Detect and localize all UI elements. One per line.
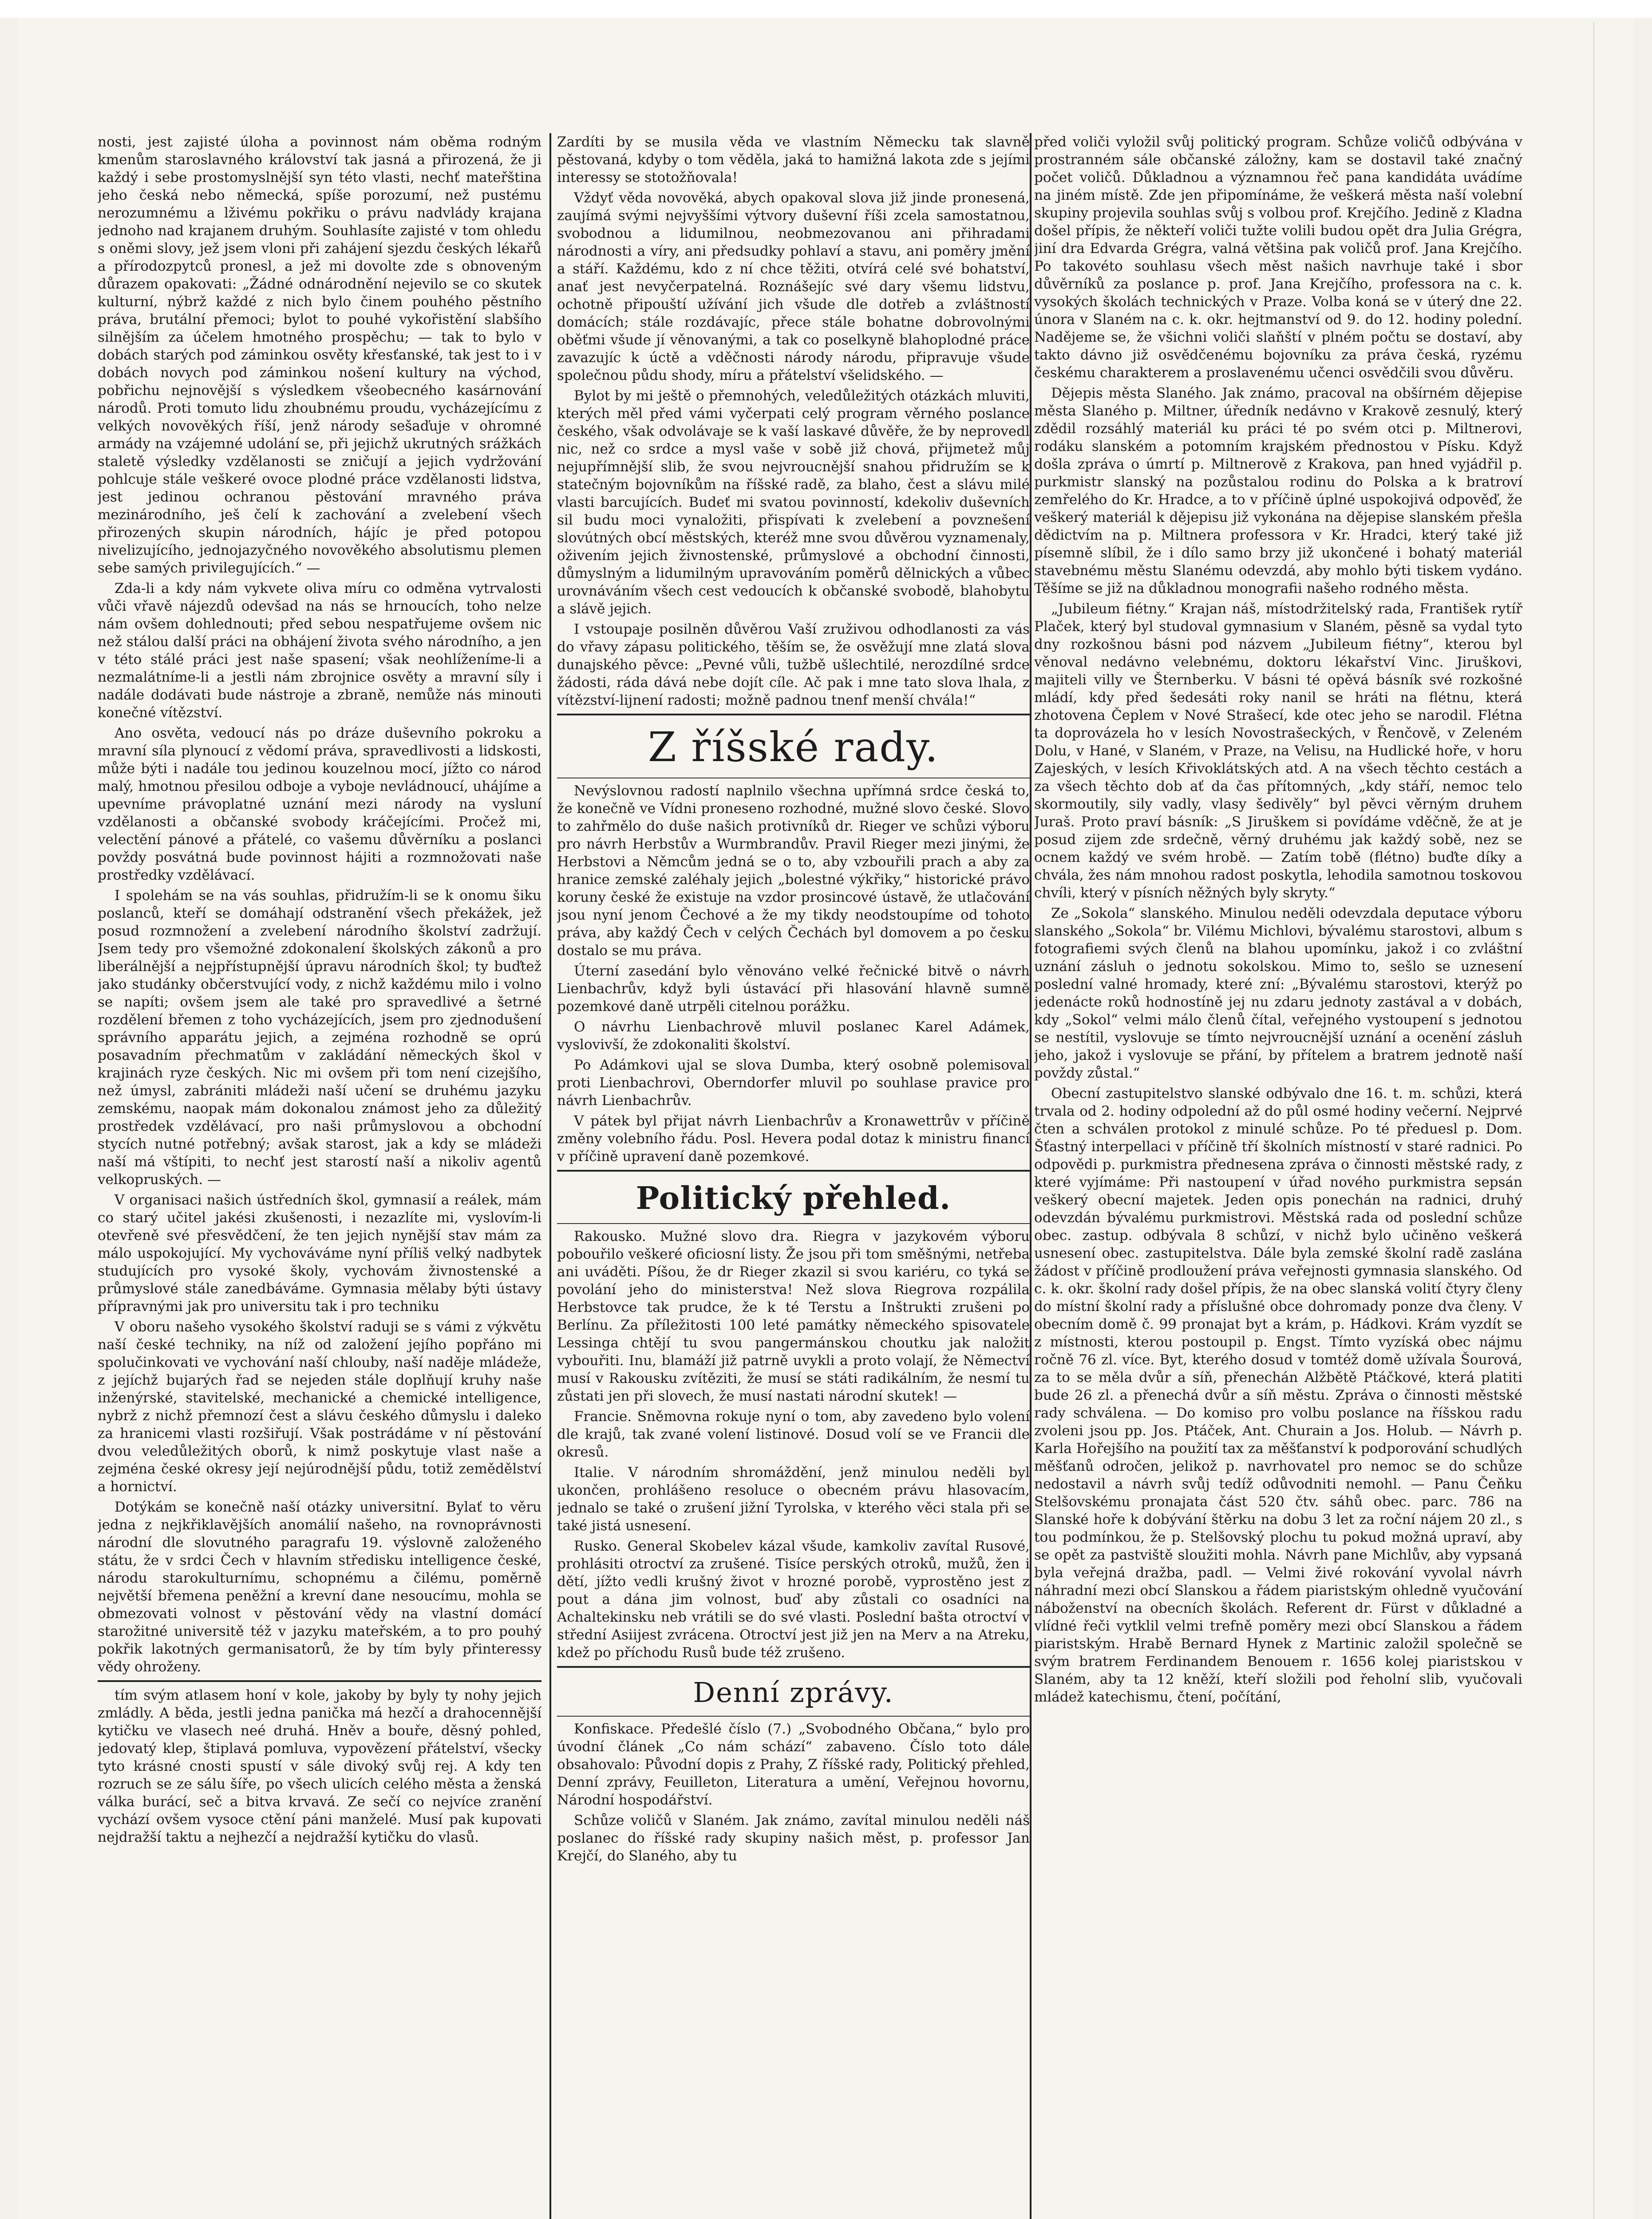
column-rule-right [1030, 133, 1032, 2219]
col1-paragraph: Zda-li a kdy nám vykvete oliva míru co odměna vytrvalosti vůči vřavě nájezdů odevšad na nás se hrnoucích, toho nelze nám ovšem dohlednouti; před sebou nespatřujeme ovšem nic než stálou další práci na obhájení života svého národního, a jen v této stálé práci jest naše spasení; však neohlíženíme-li a nezmalátníme-li a jestli nám zbrojnice osvěty a mravní síly i nadále dodávati bude nástroje a zbraně, nemůže nás minouti konečné vítězství. [98, 580, 541, 721]
feuilleton-divider [98, 1680, 541, 1682]
col2-paragraph: Zardíti by se musila věda ve vlastním Německu tak slavně pěstovaná, kdyby o tom věděla, jaká to hamižná lakota zde s jejími interessy se stotožňovala! [557, 134, 1030, 186]
col2-politicky-paragraph: Italie. V národním shromáždění, jenž minulou neděli byl ukončen, prohlášeno resoluce o obecném právu hlasovacím, jednalo se také o zrušení jižní Tyrolska, v kterého věci stala při se také jistá usnesení. [557, 1465, 1030, 1534]
section-divider [557, 714, 1030, 715]
col3-paragraph: Dějepis města Slaného. Jak známo, pracoval na obšírném dějepise města Slaného p. Miltner, úředník nedávno v Krakově zesnulý, který zdědil rozsáhlý materiál ku práci té po svém otci p. Miltnerovi, rodáku slanském a potomním krajském přednostou v Písku. Když došla zpráva o úmrtí p. Miltnerově z Krakova, pan hned vyjádřil p. purkmistr slanský na pozůstalou rodinu do Polska a k bratroví zemřelého do Kr. Hradce, a to v příčině úplné uspokojivá odpověď, že veškerý materiál k dějepisu již vykonána na dějepise slanském přešla dědictvím na p. Miltnera professora v Kr. Hradci, který také již písemně slíbil, že i dílo samo brzy již ukončené i bohatý materiál stavebnému městu Slanému odevzdá, aby mohlo býti tiskem vydáno. Těšíme se již na důkladnou monografii našeho rodného města. [1034, 385, 1522, 596]
col1-paragraph: V organisaci našich ústředních škol, gymnasií a reálek, mám co starý učitel jakési zkušenosti, i nezazlíte mi, vyslovím-li otevřeně své přesvědčení, že ten jejich nynější stav mám za málo uspokojující. My vychováváme nyní příliš velký nadbytek studujících pro vysoké školy, vychovám živnostenské a průmyslové stále zanedbáváme. Gymnasia mělaby býti ústavy přípravnými jak pro universitu tak i pro techniku [98, 1192, 541, 1315]
heading-denni-zpravy: Denní zprávy. [693, 1676, 894, 1709]
col2-politicky-paragraph: Rakousko. Mužné slovo dra. Riegra v jazykovém výboru pobouřilo veškeré oficiosní listy. Že jsou při tom směšnými, netřeba ani uváděti. Píšou, že dr Rieger zkazil si svou kariéru, co tyká se povolání jeho do ministerstva! Než slova Riegrova rozpálila Herbstovce tak prudce, že k té Terstu a Inštrukti zrušeni po Berlínu. Za příležitosti 100 leté památky německého spisovatele Lessinga chtějí tu svou pangermánskou choutku jak naložit vybouřiti. Inu, blamáží již patrně uvykli a proto volají, že Němectví musí v Rakousku zvítěziti, že musí se státi radikálním, že nesmí tu zůstati jen při slovech, že musí nastati národní skutek! — [557, 1228, 1030, 1404]
section-divider [557, 1170, 1030, 1172]
col2-risske-paragraph: O návrhu Lienbachrově mluvil poslanec Karel Adámek, vyslovivší, že zdokonaliti školství. [557, 1019, 1030, 1053]
section-divider [557, 1666, 1030, 1668]
column-rule-left [549, 133, 551, 2219]
col2-paragraph: Bylot by mi ještě o přemnohých, veledůležitých otázkách mluviti, kterých měl před vámi vyčerpati celý program věrného poslance českého, však odvolávaje se k vaší laskavé důvěře, že by neprovedl nic, než co srdce a mysl vaše v sobě již chová, přijmetež můj nejupřímnější slib, že svou nejvroucnější snahou přidružím se k statečným bojovníkům na říšské radě, za blaho, čest a slávu milé vlasti barcujících. Budeť mi svatou povinností, kdekoliv duševních sil budu moci vynaložiti, přispívati k zvelebení a povznešení slovútných obcí městských, kteréž mne svou důvěrou vyznamenaly, oživením jejich živnostenské, průmyslové a obchodní činnosti, důmyslným a lidumilným upravováním poměrů dělnických a vůbec urovnáváním všech cest vedoucích k občanské svobodě, blahobytu a slávě jejich. [557, 388, 1030, 617]
col3-paragraph: před voliči vyložil svůj politický program. Schůze voličů odbývána v prostranném sále občanské záložny, kam se dostavil také značný počet voličů. Důkladnou a významnou řeč pana kandidáta uvádíme na jiném místě. Zde jen připomínáme, že veškerá města naší volební skupiny projevila souhlas svůj s volbou prof. Krejčího. Jedině z Kladna došel přípis, že někteří voliči tužte volili budou opět dra Julia Grégra, jiní dra Edvarda Grégra, valná většina pak voličů prof. Jana Krejčího. Po takovéto souhlasu všech měst našich navrhuje také i sbor důvěrníků za poslance p. prof. Jana Krejčího, professora na c. k. vysokých školách technických v Praze. Volba koná se v úterý dne 22. února v Slaném na c. k. okr. hejtmanství od 9. do 12. hodiny polední. Nadějeme se, že všichni voliči slaňští v plném počtu se dostaví, aby takto dávno již osvědčenému bojovníku za práva česká, ryzému českému charakterem a proslavenému učenci osvědčili svou důvěru. [1034, 134, 1522, 381]
page-top-edge [0, 0, 1652, 18]
col3-paragraph: Obecní zastupitelstvo slanské odbývalo dne 16. t. m. schůzi, která trvala od 2. hodiny odpolední až do půl osmé hodiny večerní. Nejprvé čten a schválen protokol z minulé schůze. Po té předuesl p. Dom. Šťastný interpellaci v příčině tří školních místností v staré radnici. Po odpovědi p. purkmistra přednesena zpráva o činnosti městské rady, z které vyjímáme: Při nastoupení v úřad nového purkmistra sepsán veškerý obecní majetek. Jeden opis ponechán na radnici, druhý odevzdán bývalému purkmistrovi. Městská rada od poslední schůze obec. zastup. odbývala 8 schůzí, v nichž bylo učiněno veškerá usnesení obec. zastupitelstva. Dále byla zemské školní radě zaslána žádost v příčině prodloužení práva veřejnosti gymnasia slanského. Od c. k. okr. školní rady došel přípis, že na obec slanská volití čtyry členy do místní školní rady a příslušné obce dohromady ponze dva členy. V obecním domě č. 99 pronajat byt a krám, p. Hádkovi. Krám vyzdít se z místnosti, kterou postoupil p. Engst. Tímto vyzíská obec nájmu ročně 76 zl. více. Byt, kterého dosud v tomtéž domě užívala Šourová, za to se měla dvůr a síň, přenechán Alžbětě Ptáčkové, která platiti bude 26 zl. a přenechá dvůr a síň městu. Zpráva o činnosti městské rady schválena. — Do komiso pro volbu poslance na říšskou radu zvoleni jsou pp. Jos. Ptáček, Ant. Churain a Jos. Holub. — Návrh p. Karla Hořejšího na použití tax za měšťanství k podporování schudlých měšťanů odročen, jelikož p. navrhovatel pro nemoc se do schůze nedostavil a návrh svůj tedíž odůvodniti nemohl. — Panu Čeňku Stelšovskému pronajata část 520 čtv. sáhů obec. parc. 786 na Slanské hoře k dobývání štěrku na dobu 3 let za roční nájem 20 zl., s tou podmínkou, že p. Stelšovský plochu tu pokud možná upraví, aby se opět za pastviště sloužiti mohla. Návrh pane Michlův, aby vypsaná byla veřejná dražba, padl. — Velmi živé rokování vyvolal návrh náhradní mezi obcí Slanskou a řádem piaristským ohledně vyučování náboženství na obecních školách. Referent dr. Fürst v důkladné a vlídné řeči vytklil velmi trefně poměry mezi obcí Slanskou a řádem piaristským. Hrabě Bernard Hynek z Martinic založil společně se svým bratrem Ferdinandem Benouem r. 1656 kolej piaristskou v Slaném, aby ta 12 kněží, kteří složili pod řeholní slib, vyučovali mládež katechismu, čtení, počítání, [1034, 1086, 1522, 1705]
col2-politicky-paragraph: Rusko. General Skobelev kázal všude, kamkoliv zavítal Rusové, prohlásiti otroctví za zrušené. Tisíce perských otroků, mužů, žen i dětí, jížto vedli krušný život v hrozné porobě, vyprostěno jest z pout a dána jim volnost, buď aby zůstali co osadníci na Achaltekinsku neb vrátili se do své vlasti. Poslední bašta otroctví v střední Asiijest zvrácena. Otroctví jest již jen na Merv a na Atreku, kdež po příchodu Rusů bude též zrušeno. [557, 1538, 1030, 1661]
col3-paragraph: Ze „Sokola“ slanského. Minulou neděli odevzdala deputace výboru slanského „Sokola“ br. Vilému Michlovi, bývalému starostovi, album s fotografiemi svých členů na blahou upomínku, jakož i co zvláštní uznání zásluh o jednotu sokolskou. Mimo to, sešlo se uznesení poslední valné hromady, které zní: „Bývalému starostovi, kterýž po jedenácte roků hodnostíně jej nu zdaru jednoty zastával a v dobách, kdy „Sokol“ velmi málo členů čítal, veřejného vystoupení s jednotou se nestítil, vyslovuje se tímto nejvroucnější uznání a ocenění zásluh jeho, jakož i vyslovuje se přání, by přítelem a bratrem jednotě naší povždy zůstal.“ [1034, 905, 1522, 1081]
col1-feuilleton-paragraph: tím svým atlasem honí v kole, jakoby by byly ty nohy jejich zmládly. A běda, jestli jedna panička má hezčí a drahocennější kytičku ve vlasech neé druhá. Hněv a bouře, děsný pohled, jedovatý klep, štiplavá pomluva, vypovězení přátelství, všecky tyto krásné cnosti spustí v sále divoký svůj rej. A kdy ten rozruch se ze sálu šíře, po všech ulicích celého města a ženská válka burácí, seč a bitva krvavá. Ze sečí co nejvíce zranění vychází ovšem vysoce ctění páni manželé. Musí pak kupovati nejdražší taktu a nejhezčí a nejdražší kytičku do vlasů. [98, 1687, 541, 1845]
col1-paragraph: nosti, jest zajisté úloha a povinnost nám oběma rodným kmenům staroslavného království tak jasná a přirozená, že ji každý i sebe prostomyslnější syn této vlasti, nechť mateřština jeho česká nebo německá, spíše porozumí, než pustému nerozumnému a lživému pokřiku o právu nadvlády krajana jednoho nad krajanem druhým. Souhlasíte zajisté v tom ohledu s oněmi slovy, jež jsem vloni při zahájení sjezdu českých lékařů a přírodozpytců pronesl, a jež mi dovolte zde s obnoveným důrazem opakovati: „Žádné odnárodnění nejevilo se co skutek kulturní, nýbrž každé z nich bylo činem pouhého pěstního práva, brutální přemoci; bylot to pouhé vykořistění slabšího silnějším za účelem hmotného prospěchu; — tak to bylo v dobách starých pod záminkou osvěty křesťanské, tak jest to i v dobách novych pod záminkou nošení kultury na východ, pobřichu nejnovější s výsledkem všeobecného kasárnování národů. Proti tomuto lidu zhoubnému proudu, vycházejícímu z velkých novověkých říší, jenž národy sešaďuje v ohromné armády na vzájemné udolání se, při jejichž ukrutných srážkách staletě výsledky vzdělanosti se zničují a jejich vydržování pohlcuje stále veškeré ovoce plodné práce vzdělanosti lidstva, jest jedinou ochranou pěstování mravného práva mezinárodního, ješ čelí k zachování a zvelebení všech přirozených skupin národních, hájíc je před potopou nivelizujícího, jednojazyčného novověkého absolutismu plemen sebe samých privilegujících.“ — [98, 134, 541, 576]
col1-paragraph: I spolehám se na vás souhlas, přidružím-li se k onomu šiku poslanců, kteří se domáhají odstranění všech překážek, jež posud rozmnožení a zvelebení národního školství zadržují. Jsem tedy pro všemožné zdokonalení školských zákonů a pro liberálnější a nejpřístupnější úpravu národních škol; ty buďtež jako studánky občerstvující vody, z nichž každému milo i volno se napíti; ovšem jsem ale také pro spravedlivé a šetrné rozdělení břemen z toho vycházejících, jsem pro zjednodušení správního apparátu jejich, a zejména rozhodně se oprú posavadním přechmatům v zakládání německých škol v krajinách ryze českých. Nic mi ovšem při tom není cizejšího, než úmysl, zabrániti mládeži naší učení se druhému jazyku zemskému, naopak mám dokonalou známost jeho za důležitý prostředek vzdělávací, pro naši průmyslovou a obchodní stycích nutné potřebný; avšak starost, jak a kdy se mládeži naší má vštípiti, to nechť jest starostí naší a nikoliv agentů velkopruských. — [98, 888, 541, 1188]
col2-risske-paragraph: Nevýslovnou radostí naplnilo všechna upřímná srdce česká to, že konečně ve Vídni proneseno rozhodné, mužné slovo české. Slovo to zahřmělo do duše našich protivníků dr. Rieger ve schůzi výboru pro návrh Herbstův a Wurmbrandův. Pravil Rieger mezi jinými, že Herbstovi a Němcům jedná se o to, aby vzbouřili prach a aby za hranice zemské zaléhaly jejich „bolestné výkřiky,“ historické právo koruny české že existuje na vzdor prosincové ústavě, že utlačování jsou nyní jenom Čechové a že my tikdy neodstoupíme od tohoto práva, aby každý Čech v celých Čechách byl domovem a po česku dostalo se mu práva. [557, 783, 1030, 959]
column-3 [1034, 133, 1522, 2219]
column-2 [557, 133, 1030, 2219]
col2-paragraph: I vstoupaje posilněn důvěrou Vaší zruživou odhodlanosti za vás do vřavy zápasu politického, těším se, že osvěžují mne zlatá slova dunajského pěvce: „Pevné vůli, tužbě ušlechtilé, nerozdílné srdce žádosti, ráda dává nebe dojít cíle. Ač pak i mne tato slova lhala, z vítězství-lijnení radosti; možně padnou tnenf menší chvála!“ [557, 621, 1030, 708]
section-divider [557, 1716, 1030, 1717]
col2-risske-paragraph: Po Adámkovi ujal se slova Dumba, který osobně polemisoval proti Lienbachrovi, Oberndorfer mluvil po souhlase pravice pro návrh Lienbachrův. [557, 1057, 1030, 1109]
page-margin-rule [1593, 22, 1594, 2219]
section-divider [557, 1223, 1030, 1224]
col2-risske-paragraph: V pátek byl přijat návrh Lienbachrův a Kronawettrův v příčině změny volebního řádu. Posl. Hevera podal dotaz k ministru financí v příčině upravení daně pozemkové. [557, 1113, 1030, 1165]
col1-paragraph: V oboru našeho vysokého školství raduji se s vámi z výkvětu naší české techniky, na níž od založení jejího popřáno mi spolučinkovati ve vychování naší chlouby, naší naděje mládeže, z jejíchž bujarých řad se nejeden stále doplňují kruhy naše inženýrské, stavitelské, mechanické a chemické intelligence, nybrž z nichž přemnozí čest a slávu českého důmyslu i daleko za hranicemi vlasti rozšiřují. Však postrádáme v ní pěstování dvou veledůležitých oborů, k nimž poskytuje vlast naše a zejména české okresy její nejúrodnější půdu, totiž zemědělství a hornictví. [98, 1319, 541, 1495]
col2-risske-paragraph: Úterní zasedání bylo věnováno velké řečnické bitvě o návrh Lienbachrův, když byli ústavácí při hlasování hlavně sumně pozemkové daně utrpěli citelnou porážku. [557, 963, 1030, 1015]
col2-denni-paragraph: Schůze voličů v Slaném. Jak známo, zavítal minulou neděli náš poslanec do říšské rady skupiny našich měst, p. professor Jan Krejčí, do Slaného, aby tu [557, 1812, 1030, 1864]
column-1 [98, 133, 541, 2219]
col1-paragraph: Dotýkám se konečně naší otázky universitní. Bylať to věru jedna z nejkřiklavějších anomálií našeho, na rovnoprávnosti národní dle slovutného paragrafu 19. výslovně založeného státu, že v srdci Čech v hlavním středisku intelligence české, národu starokulturnímu, schopnému a čilému, poměrně největší břemena peněžní a krevní dane nesoucímu, mohla se obmezovati volnost v pěstování vědy na vlastní domácí starožitné universitě též v jazyku mateřském, a to pro pouhý pokřik lakotných germanisatorů, že by tím byly přinteressy vědy ohroženy. [98, 1499, 541, 1675]
col2-politicky-paragraph: Francie. Sněmovna rokuje nyní o tom, aby zavedeno bylo volení dle krajů, tak zvané volení listinové. Dosud volí se ve Francii dle okresů. [557, 1409, 1030, 1460]
col3-paragraph: „Jubileum fiétny.“ Krajan náš, místodržitelský rada, František rytíř Plaček, který byl studoval gymnasium v Slaném, pěsně sa vydal tyto dny rozkošnou básni pod názvem „Jubileum fiétny“, kterou byl věnoval nedávno velebnému, doktoru lékařství Vinc. Jiruškovi, majiteli villy ve Šternberku. V básni té opěvá básník své rozkošné mládí, kdy před šedesáti roky nanil se hráti na flétnu, která zhotovena Čeplem v Nové Strašecí, kde otec jeho se narodil. Flétna ta doprovázela ho v lesích Novostrašeckých, v Řenčově, v Zeleném Dolu, v Hané, v Slaném, v Praze, na Velisu, na Hudlické hoře, v horu Zajeských, v lesích Křivoklátských atd. A na všech těchto cestách a za všech těchto dob ať da čas přítomných, „kdy stáří, nemoc telo skormoutily, sily vadly, vlasy šedivěly“ byl pěvci věrným druhem Juraš. Proto praví básník: „S Jiruškem si povídáme vděčně, že at je posud zijem zde srdečně, věrný druhému jak každý sobě, nez se ocnem každý ve svém hrobě. — Zatím tobě (flétno) buďte díky a chvála, žes nám mnohou radost poskytla, lehodila samotnou toskovou chvíli, který v písních něžných byly skryty.“ [1034, 601, 1522, 901]
col2-paragraph: Vždyť věda novověká, abych opakoval slova již jinde pronesená, zaujímá svými nejvyššími výtvory duševní říši zcela samostatnou, svobodnou a lidumilnou, neobmezovanou ani přihradami národnosti a víry, ani předsudky pohlaví a stavu, ani poměry jmění a stáří. Každému, kdo z ní chce těžiti, otvírá celé své bohatství, anať jest nevyčerpatelná. Roznášejíc své dary všemu lidstvu, ochotně připouští užívání jich všude dle dotřeb a zvláštností domácích; stále rozdávajíc, přece stále bohatne dobrovolnými oběťmi všude jí věnovanými, a tak co poselkyně blahoplodné práce zavazujíc k úctě a vděčnosti národy národu, připravuje všude společnou půdu shody, míru a přátelství všelidského. — [557, 190, 1030, 383]
heading-z-risske-rady: Z říšské rady. [648, 723, 939, 771]
heading-politicky-prehled: Politický přehled. [636, 1180, 951, 1216]
col1-paragraph: Ano osvěta, vedoucí nás po dráze duševního pokroku a mravní síla plynoucí z vědomí práva, spravedlivosti a lidskosti, může býti i nadále tou jedinou kouzelnou mocí, jížto co národ malý, hmotnou přesilou odboje a vyboje nevládnoucí, uhájíme a upevníme právoplatné uznání mezi národy na vysluní vzdělanosti a občanské svobody kráčejícími. Pročež mi, velectění pánové a přátelé, co vašemu důvěrníku a poslanci povždy posvátná bude povinnost hájiti a rozmnožovati naše prostředky vzdělávací. [98, 725, 541, 883]
col2-denni-paragraph: Konfiskace. Předešlé číslo (7.) „Svobodného Občana,“ bylo pro úvodní článek „Co nám schází“ zabaveno. Číslo toto dále obsahovalo: Původní dopis z Prahy, Z říšské rady, Politický přehled, Denní zprávy, Feuilleton, Literatura a umění, Veřejnou hovornu, Národní hospodářství. [557, 1721, 1030, 1808]
